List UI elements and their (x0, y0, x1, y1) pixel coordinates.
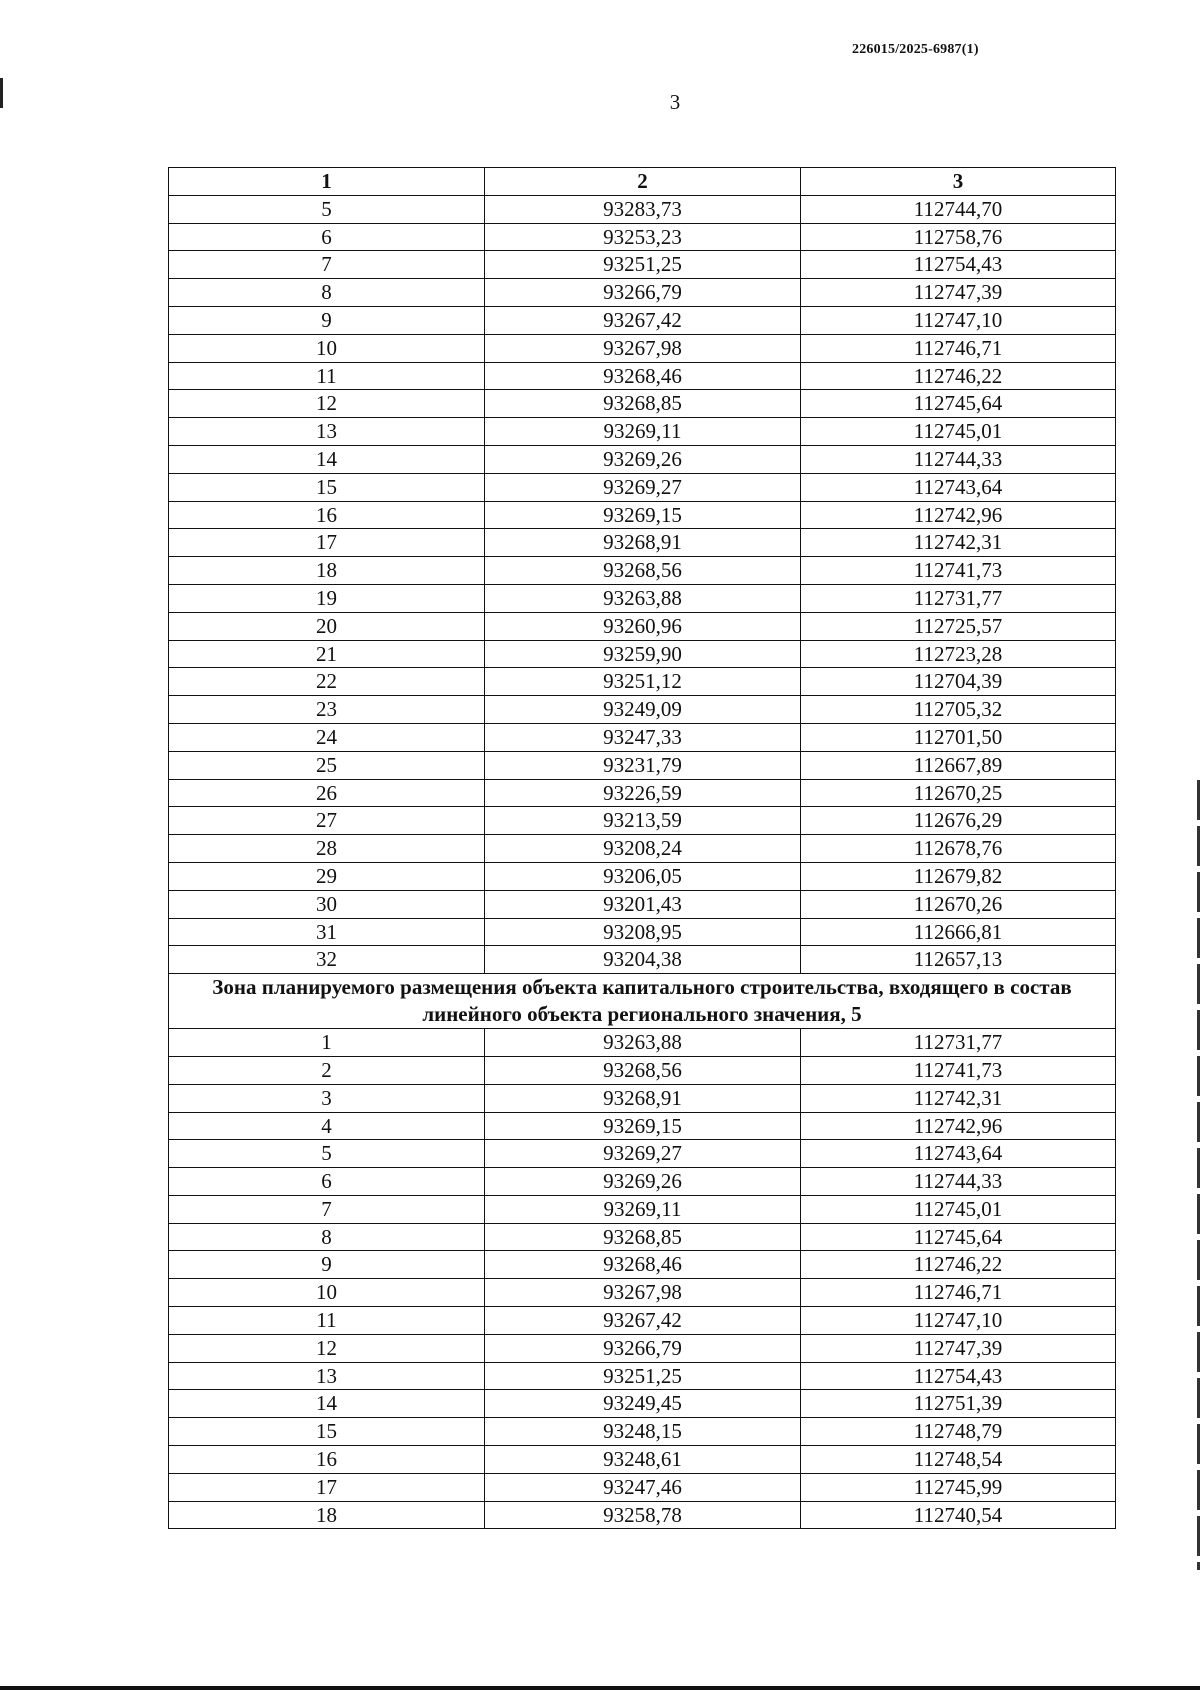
table-row (169, 779, 1116, 807)
coordinate-x: 93266,79 (485, 279, 801, 307)
table-row (169, 696, 1116, 724)
point-number: 15 (169, 1418, 485, 1446)
coordinate-y: 112679,82 (801, 862, 1116, 890)
coordinate-x: 93204,38 (485, 946, 801, 974)
point-number: 11 (169, 362, 485, 390)
column-header: 3 (801, 168, 1116, 196)
document-number: 226015/2025-6987(1) (852, 42, 979, 57)
coordinate-x: 93267,42 (485, 1307, 801, 1335)
coordinate-x: 93268,91 (485, 529, 801, 557)
zone-title: Зона планируемого размещения объекта капитального строительства, входящего в состав линейного объекта регионального значения, 5 (169, 974, 1116, 1029)
table-row (169, 807, 1116, 835)
coordinate-x: 93269,11 (485, 418, 801, 446)
table-row (169, 751, 1116, 779)
coordinate-y: 112754,43 (801, 251, 1116, 279)
table-row (169, 1279, 1116, 1307)
table-row (169, 195, 1116, 223)
table-row (169, 557, 1116, 585)
point-number: 16 (169, 1446, 485, 1474)
coordinate-x: 93283,73 (485, 195, 801, 223)
coordinate-x: 93269,27 (485, 473, 801, 501)
point-number: 20 (169, 612, 485, 640)
coordinate-x: 93268,56 (485, 1056, 801, 1084)
coordinate-x: 93267,42 (485, 306, 801, 334)
point-number: 4 (169, 1112, 485, 1140)
point-number: 13 (169, 418, 485, 446)
point-number: 6 (169, 223, 485, 251)
point-number: 17 (169, 1473, 485, 1501)
coordinate-x: 93213,59 (485, 807, 801, 835)
coordinate-x: 93249,45 (485, 1390, 801, 1418)
point-number: 29 (169, 862, 485, 890)
coordinates-table (168, 167, 1116, 1529)
coordinate-x: 93269,26 (485, 1168, 801, 1196)
coordinate-x: 93247,33 (485, 723, 801, 751)
coordinate-y: 112743,64 (801, 1140, 1116, 1168)
coordinate-x: 93268,85 (485, 390, 801, 418)
point-number: 8 (169, 1223, 485, 1251)
table-row (169, 1029, 1116, 1057)
coordinate-x: 93251,25 (485, 1362, 801, 1390)
coordinate-y: 112705,32 (801, 696, 1116, 724)
column-header: 2 (485, 168, 801, 196)
table-row (169, 1168, 1116, 1196)
point-number: 5 (169, 1140, 485, 1168)
coordinate-y: 112743,64 (801, 473, 1116, 501)
coordinate-y: 112742,31 (801, 529, 1116, 557)
point-number: 27 (169, 807, 485, 835)
coordinate-x: 93201,43 (485, 890, 801, 918)
table-row (169, 1418, 1116, 1446)
page-number: 3 (669, 90, 681, 114)
coordinate-x: 93268,85 (485, 1223, 801, 1251)
coordinate-x: 93258,78 (485, 1501, 801, 1529)
coordinate-y: 112758,76 (801, 223, 1116, 251)
zone-section (169, 974, 1116, 1029)
point-number: 22 (169, 668, 485, 696)
table-row (169, 1501, 1116, 1529)
coordinate-x: 93251,12 (485, 668, 801, 696)
point-number: 13 (169, 1362, 485, 1390)
table-row (169, 1056, 1116, 1084)
coordinate-y: 112746,22 (801, 1251, 1116, 1279)
point-number: 21 (169, 640, 485, 668)
coordinate-y: 112670,25 (801, 779, 1116, 807)
point-number: 11 (169, 1307, 485, 1335)
coordinate-y: 112731,77 (801, 584, 1116, 612)
coordinate-x: 93268,91 (485, 1084, 801, 1112)
table-row (169, 1195, 1116, 1223)
point-number: 7 (169, 251, 485, 279)
table-row (169, 473, 1116, 501)
point-number: 19 (169, 584, 485, 612)
table-row (169, 529, 1116, 557)
coordinate-x: 93269,27 (485, 1140, 801, 1168)
coordinate-y: 112731,77 (801, 1029, 1116, 1057)
coordinate-x: 93226,59 (485, 779, 801, 807)
coordinate-x: 93208,24 (485, 835, 801, 863)
coordinate-y: 112748,79 (801, 1418, 1116, 1446)
coordinate-y: 112741,73 (801, 557, 1116, 585)
point-number: 1 (169, 1029, 485, 1057)
coordinate-x: 93251,25 (485, 251, 801, 279)
table-row (169, 918, 1116, 946)
coordinate-y: 112676,29 (801, 807, 1116, 835)
coordinate-x: 93269,11 (485, 1195, 801, 1223)
coordinate-y: 112754,43 (801, 1362, 1116, 1390)
coordinate-x: 93206,05 (485, 862, 801, 890)
table-header-row (169, 168, 1116, 196)
coordinate-y: 112745,99 (801, 1473, 1116, 1501)
table-row (169, 223, 1116, 251)
coordinate-y: 112751,39 (801, 1390, 1116, 1418)
coordinate-x: 93248,15 (485, 1418, 801, 1446)
point-number: 9 (169, 306, 485, 334)
table-row (169, 1473, 1116, 1501)
point-number: 24 (169, 723, 485, 751)
table-row (169, 390, 1116, 418)
column-header: 1 (169, 168, 485, 196)
coordinate-x: 93249,09 (485, 696, 801, 724)
coordinate-y: 112744,70 (801, 195, 1116, 223)
point-number: 16 (169, 501, 485, 529)
coordinate-x: 93247,46 (485, 1473, 801, 1501)
coordinate-x: 93248,61 (485, 1446, 801, 1474)
point-number: 15 (169, 473, 485, 501)
table-row (169, 1251, 1116, 1279)
point-number: 18 (169, 1501, 485, 1529)
coordinate-x: 93260,96 (485, 612, 801, 640)
coordinate-x: 93268,46 (485, 362, 801, 390)
coordinate-x: 93208,95 (485, 918, 801, 946)
point-number: 5 (169, 195, 485, 223)
table-row (169, 279, 1116, 307)
coordinate-y: 112745,64 (801, 1223, 1116, 1251)
table-row (169, 1446, 1116, 1474)
coordinate-y: 112745,01 (801, 1195, 1116, 1223)
coordinate-x: 93269,26 (485, 445, 801, 473)
table-body-part1 (169, 195, 1116, 973)
table-row (169, 1334, 1116, 1362)
coordinate-x: 93267,98 (485, 1279, 801, 1307)
coordinate-y: 112747,10 (801, 306, 1116, 334)
point-number: 32 (169, 946, 485, 974)
coordinate-y: 112742,96 (801, 501, 1116, 529)
point-number: 26 (169, 779, 485, 807)
coordinate-x: 93259,90 (485, 640, 801, 668)
coordinate-y: 112748,54 (801, 1446, 1116, 1474)
coordinate-y: 112747,39 (801, 279, 1116, 307)
point-number: 8 (169, 279, 485, 307)
point-number: 17 (169, 529, 485, 557)
table-row (169, 612, 1116, 640)
point-number: 7 (169, 1195, 485, 1223)
table-row (169, 445, 1116, 473)
coordinate-y: 112670,26 (801, 890, 1116, 918)
point-number: 3 (169, 1084, 485, 1112)
table-row (169, 723, 1116, 751)
coordinate-y: 112746,71 (801, 1279, 1116, 1307)
table-row (169, 1223, 1116, 1251)
table-row (169, 1362, 1116, 1390)
zone-title-row (169, 974, 1116, 1029)
table-row (169, 890, 1116, 918)
coordinate-y: 112741,73 (801, 1056, 1116, 1084)
table-body-part2 (169, 1029, 1116, 1529)
point-number: 14 (169, 1390, 485, 1418)
coordinate-y: 112747,10 (801, 1307, 1116, 1335)
table-row (169, 835, 1116, 863)
table-row (169, 418, 1116, 446)
coordinate-x: 93269,15 (485, 1112, 801, 1140)
table-row (169, 334, 1116, 362)
point-number: 10 (169, 334, 485, 362)
coordinate-y: 112745,01 (801, 418, 1116, 446)
coordinate-y: 112744,33 (801, 1168, 1116, 1196)
table-row (169, 640, 1116, 668)
point-number: 2 (169, 1056, 485, 1084)
table-row (169, 501, 1116, 529)
point-number: 9 (169, 1251, 485, 1279)
point-number: 31 (169, 918, 485, 946)
coordinate-x: 93268,46 (485, 1251, 801, 1279)
coordinate-y: 112746,22 (801, 362, 1116, 390)
table-row (169, 668, 1116, 696)
coordinate-x: 93253,23 (485, 223, 801, 251)
coordinate-y: 112747,39 (801, 1334, 1116, 1362)
table-row (169, 584, 1116, 612)
coordinate-y: 112744,33 (801, 445, 1116, 473)
table-row (169, 306, 1116, 334)
coordinate-y: 112740,54 (801, 1501, 1116, 1529)
point-number: 12 (169, 1334, 485, 1362)
coordinate-y: 112657,13 (801, 946, 1116, 974)
coordinate-y: 112667,89 (801, 751, 1116, 779)
coordinate-y: 112745,64 (801, 390, 1116, 418)
table-row (169, 1390, 1116, 1418)
point-number: 14 (169, 445, 485, 473)
scan-bottom-edge (0, 1686, 1200, 1690)
point-number: 25 (169, 751, 485, 779)
coordinate-y: 112742,31 (801, 1084, 1116, 1112)
coordinate-y: 112701,50 (801, 723, 1116, 751)
table-row (169, 862, 1116, 890)
coordinate-x: 93269,15 (485, 501, 801, 529)
table-row (169, 362, 1116, 390)
point-number: 6 (169, 1168, 485, 1196)
coordinate-y: 112666,81 (801, 918, 1116, 946)
coordinate-x: 93266,79 (485, 1334, 801, 1362)
coordinate-x: 93231,79 (485, 751, 801, 779)
table-row (169, 251, 1116, 279)
coordinate-y: 112723,28 (801, 640, 1116, 668)
coordinate-x: 93263,88 (485, 1029, 801, 1057)
coordinate-y: 112725,57 (801, 612, 1116, 640)
page-number-wrap (0, 90, 1200, 115)
coordinate-x: 93268,56 (485, 557, 801, 585)
point-number: 23 (169, 696, 485, 724)
table-row (169, 946, 1116, 974)
point-number: 28 (169, 835, 485, 863)
coordinate-x: 93263,88 (485, 584, 801, 612)
point-number: 12 (169, 390, 485, 418)
table-row (169, 1140, 1116, 1168)
table-row (169, 1084, 1116, 1112)
table-row (169, 1112, 1116, 1140)
point-number: 10 (169, 1279, 485, 1307)
point-number: 18 (169, 557, 485, 585)
point-number: 30 (169, 890, 485, 918)
coordinate-x: 93267,98 (485, 334, 801, 362)
coordinate-y: 112742,96 (801, 1112, 1116, 1140)
coordinate-y: 112678,76 (801, 835, 1116, 863)
coordinate-y: 112746,71 (801, 334, 1116, 362)
table-row (169, 1307, 1116, 1335)
coordinate-y: 112704,39 (801, 668, 1116, 696)
